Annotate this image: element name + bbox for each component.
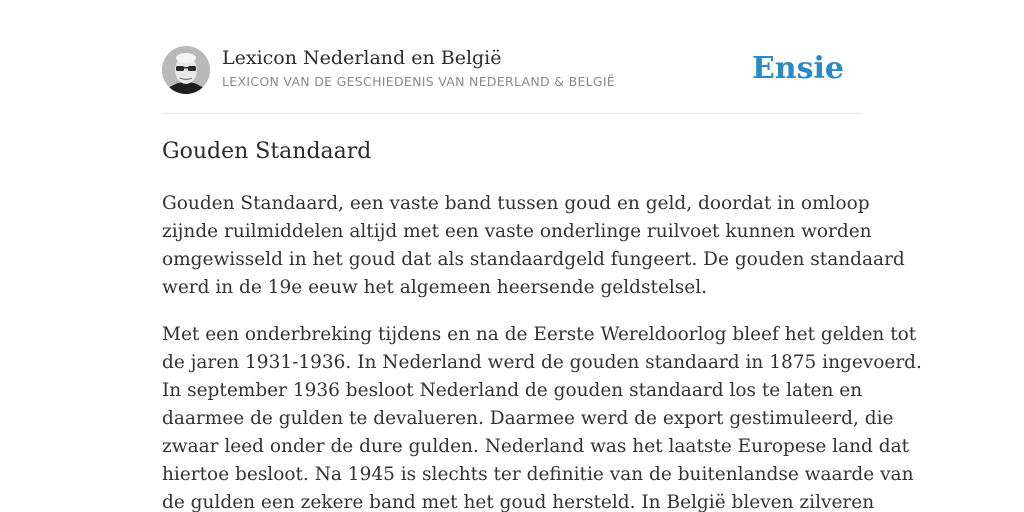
paragraph-line: omgewisseld in het goud dat als standaardgeld fungeert. De gouden standaard <box>162 249 905 270</box>
paragraph-line: de jaren 1931-1936. In Nederland werd de gouden standaard in 1875 ingevoerd. <box>162 352 922 373</box>
author-avatar-icon[interactable] <box>162 46 210 94</box>
paragraph-line: zwaar leed onder de dure gulden. Nederland was het laatste Europese land dat <box>162 436 910 457</box>
paragraph-line: Met een onderbreking tijdens en na de Eerste Wereldoorlog bleef het gelden tot <box>162 324 917 345</box>
paragraph-line: Gouden Standaard, een vaste band tussen goud en geld, doordat in omloop <box>162 193 870 214</box>
paragraph-line: de gulden een zekere band met het goud hersteld. In België bleven zilveren <box>162 492 875 512</box>
paragraph-line: zijnde ruilmiddelen altijd met een vaste onderlinge ruilvoet kunnen worden <box>162 221 872 242</box>
paragraph-line: hiertoe besloot. Na 1945 is slechts ter definitie van de buitenlandse waarde van <box>162 464 914 485</box>
article-body <box>162 190 922 512</box>
brand-logo[interactable]: Ensie <box>751 51 844 86</box>
source-header <box>162 46 862 114</box>
article-title: Gouden Standaard <box>162 139 372 164</box>
paragraph-line: daarmee de gulden te devalueren. Daarmee werd de export gestimuleerd, die <box>162 408 894 429</box>
paragraph-line: In september 1936 besloot Nederland de gouden standaard los te laten en <box>162 380 863 401</box>
source-name[interactable]: Lexicon Nederland en België <box>222 47 502 69</box>
source-subtitle: LEXICON VAN DE GESCHIEDENIS VAN NEDERLAND & BELGIË <box>222 74 616 89</box>
paragraph-line: werd in de 19e eeuw het algemeen heersende geldstelsel. <box>162 277 708 298</box>
article-paragraph-2 <box>162 321 922 512</box>
article-paragraph-1 <box>162 190 905 302</box>
